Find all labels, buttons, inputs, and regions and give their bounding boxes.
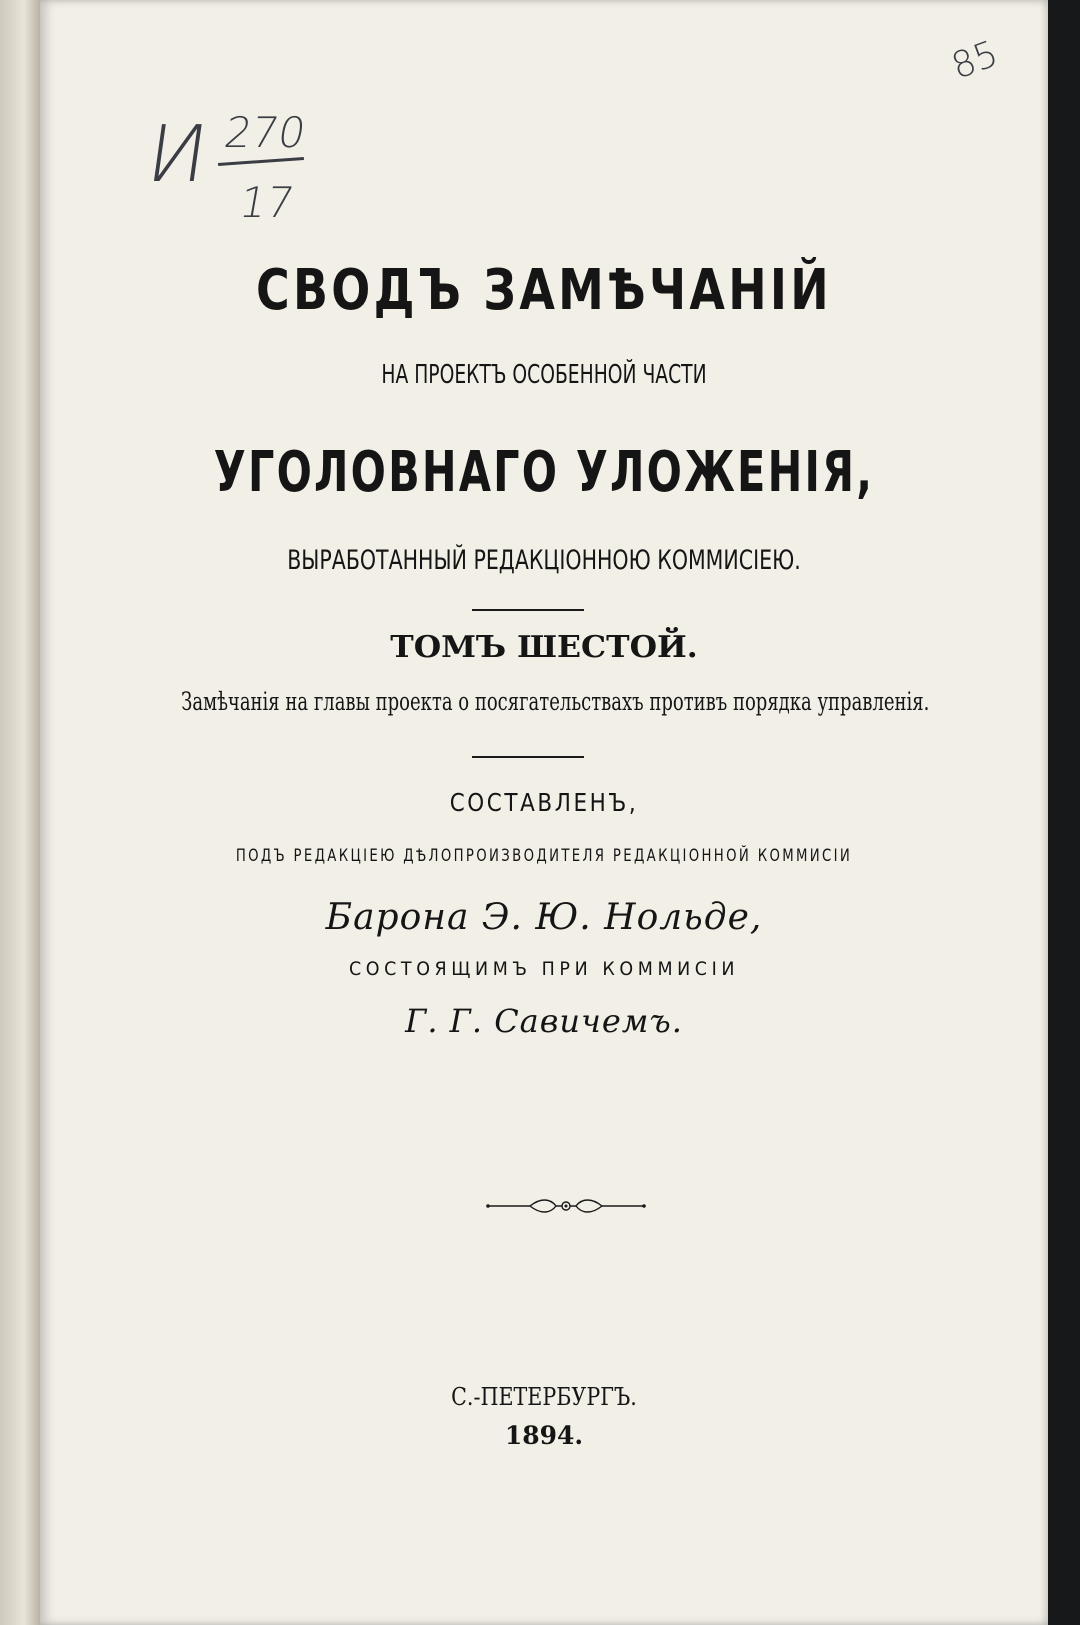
binding-edge bbox=[1048, 0, 1080, 1625]
shelf-mark-letter: И bbox=[141, 110, 216, 200]
facing-page-edge bbox=[0, 0, 40, 1625]
divider-rule bbox=[472, 609, 584, 611]
compiled-label: СОСТАВЛЕНЪ, bbox=[449, 788, 639, 817]
imprint-year: 1894. bbox=[504, 1421, 584, 1450]
volume-subtitle: Замѣчанія на главы проекта о посягательствахъ противъ порядка управленія. bbox=[181, 687, 930, 716]
member-name: Г. Г. Савичемъ. bbox=[405, 1002, 683, 1040]
shelf-mark-number-bottom: 17 bbox=[235, 178, 298, 227]
shelf-mark-fraction-bar bbox=[218, 157, 304, 166]
divider-rule bbox=[472, 756, 584, 758]
title-commission-line: ВЫРАБОТАННЫЙ РЕДАКЦІОННОЮ КОММИСІЕЮ. bbox=[287, 545, 801, 576]
main-title: СВОДЪ ЗАМѢЧАНІЙ bbox=[255, 258, 832, 323]
title-subline: НА ПРОЕКТЪ ОСОБЕННОЙ ЧАСТИ bbox=[381, 360, 707, 390]
member-line: СОСТОЯЩИМЪ ПРИ КОММИСІИ bbox=[348, 958, 740, 980]
volume-heading: ТОМЪ ШЕСТОЙ. bbox=[390, 630, 698, 665]
editor-line: ПОДЪ РЕДАКЦІЕЮ ДѢЛОПРОИЗВОДИТЕЛЯ РЕДАКЦІОННОЙ КОММИСІИ bbox=[235, 846, 853, 866]
imprint-city: С.-ПЕТЕРБУРГЪ. bbox=[451, 1383, 637, 1411]
editor-name: Барона Э. Ю. Нольде, bbox=[325, 897, 763, 938]
pencil-page-mark: 85 bbox=[946, 33, 1004, 88]
title-page bbox=[40, 0, 1048, 1625]
ornament-divider bbox=[486, 1196, 646, 1216]
title-main-subject: УГОЛОВНАГО УЛОЖЕНІЯ, bbox=[213, 440, 875, 505]
shelf-mark-number-top: 270 bbox=[220, 108, 310, 157]
